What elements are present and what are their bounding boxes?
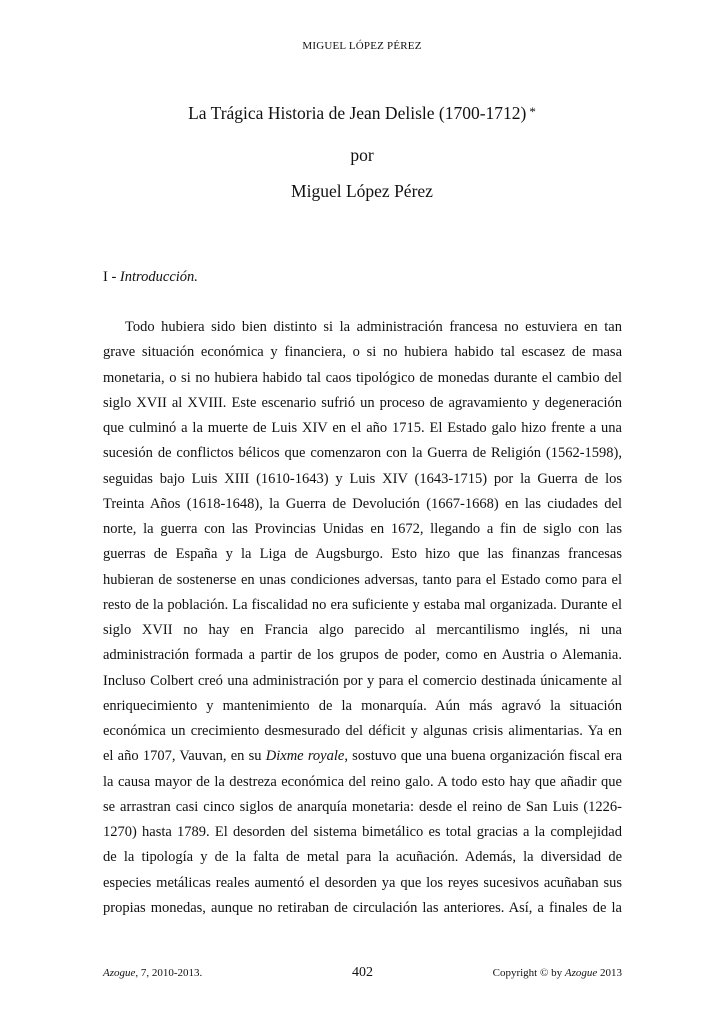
paper-title-text: La Trágica Historia de Jean Delisle (1700-1712) [188,103,527,123]
body-line: la causa mayor de la destreza económica del reino galo. A todo esto hay que añadir que [103,773,622,790]
body-line: enriquecimiento y mantenimiento de la monarquía. Aún más agravó la situación [103,697,622,714]
copyright-journal: Azogue [564,967,598,979]
body-line: 1270) hasta 1789. El desorden del sistema bimetálico es total gracias a la complejidad [103,824,622,840]
body-line-segment: el año 1707, Vauvan, en su [103,748,262,765]
body-line-segment: , sostuvo que una buena organización fiscal era [344,748,623,765]
body-line: guerras de España y la Liga de Augsburgo. Esto hizo que las finanzas francesas [103,546,622,563]
body-line: especies metálicas reales aumentó el desorden ya que los reyes sucesivos acuñaban sus [103,874,622,891]
section-number: I - [103,269,117,285]
body-paragraph [103,315,622,921]
copyright-year: 2013 [597,967,622,979]
body-line: Todo hubiera sido bien distinto si la administración francesa no estuviera en tan [125,319,622,335]
body-line: resto de la población. La fiscalidad no era suficiente y estaba mal organizada. Durante el [103,596,622,613]
footnote-mark[interactable]: * [529,104,536,119]
author-name: Miguel López Pérez [291,181,433,201]
copyright-prefix: Copyright © by [492,967,565,979]
running-head: MIGUEL LÓPEZ PÉREZ [302,40,422,52]
section-name: Introducción. [119,269,198,285]
body-line: propias monedas, aunque no retiraban de circulación las anteriores. Así, a finales de la [103,899,622,916]
body-line: grave situación económica y financiera, o si no hubiera habido tal escasez de masa [103,344,622,361]
body-line: Treinta Años (1618-1648), la Guerra de Devolución (1667-1668) en las ciudades del [103,495,622,512]
copyright-notice [493,967,622,979]
page-footer [103,965,622,985]
paper-title [0,103,724,124]
section-heading [103,269,198,286]
body-line: se arrastran casi cinco siglos de anarquía monetaria: desde el reino de San Luis (1226- [103,798,622,815]
body-line: siglo XVII al XVIII. Este escenario sufrió un proceso de agravamiento y degeneración [103,394,622,411]
body-line: siglo XVII no hay en Francia algo parecido al mercantilismo inglés, ni una [103,622,622,638]
body-line: que culminó a la muerte de Luis XIV en el año 1715. El Estado galo hizo frente a una [103,420,622,436]
italic-title: Dixme royale [265,748,345,765]
body-line-with-italic [103,744,622,769]
body-line: Incluso Colbert creó una administración por y para el comercio destinada únicamente al [103,672,622,689]
body-line: hubieran de sostenerse en unas condiciones adversas, tanto para el Estado como para el [103,571,622,588]
journal-name: Azogue [103,967,136,979]
page-number: 402 [352,965,373,980]
body-line: de la tipología y de la falta de metal para la acuñación. Además, la diversidad de [103,849,622,866]
by-line: por [350,145,374,165]
body-line: administración formada a partir de los grupos de poder, como en Austria o Alemania. [103,647,622,664]
body-line: monetaria, o si no hubiera habido tal caos tipológico de monedas durante el cambio del [103,369,622,386]
body-line: norte, la guerra con las Provincias Unidas en 1672, llegando a fin de siglo con las [103,521,622,537]
body-line: económica un crecimiento desmesurado del déficit y algunas crisis alimentarias. Ya en [103,723,622,739]
body-line: seguidas bajo Luis XIII (1610-1643) y Luis XIV (1643-1715) por la Guerra de los [103,470,622,487]
journal-issue: , 7, 2010-2013. [135,967,203,979]
body-line: sucesión de conflictos bélicos que comenzaron con la Guerra de Religión (1562-1598), [103,445,622,462]
